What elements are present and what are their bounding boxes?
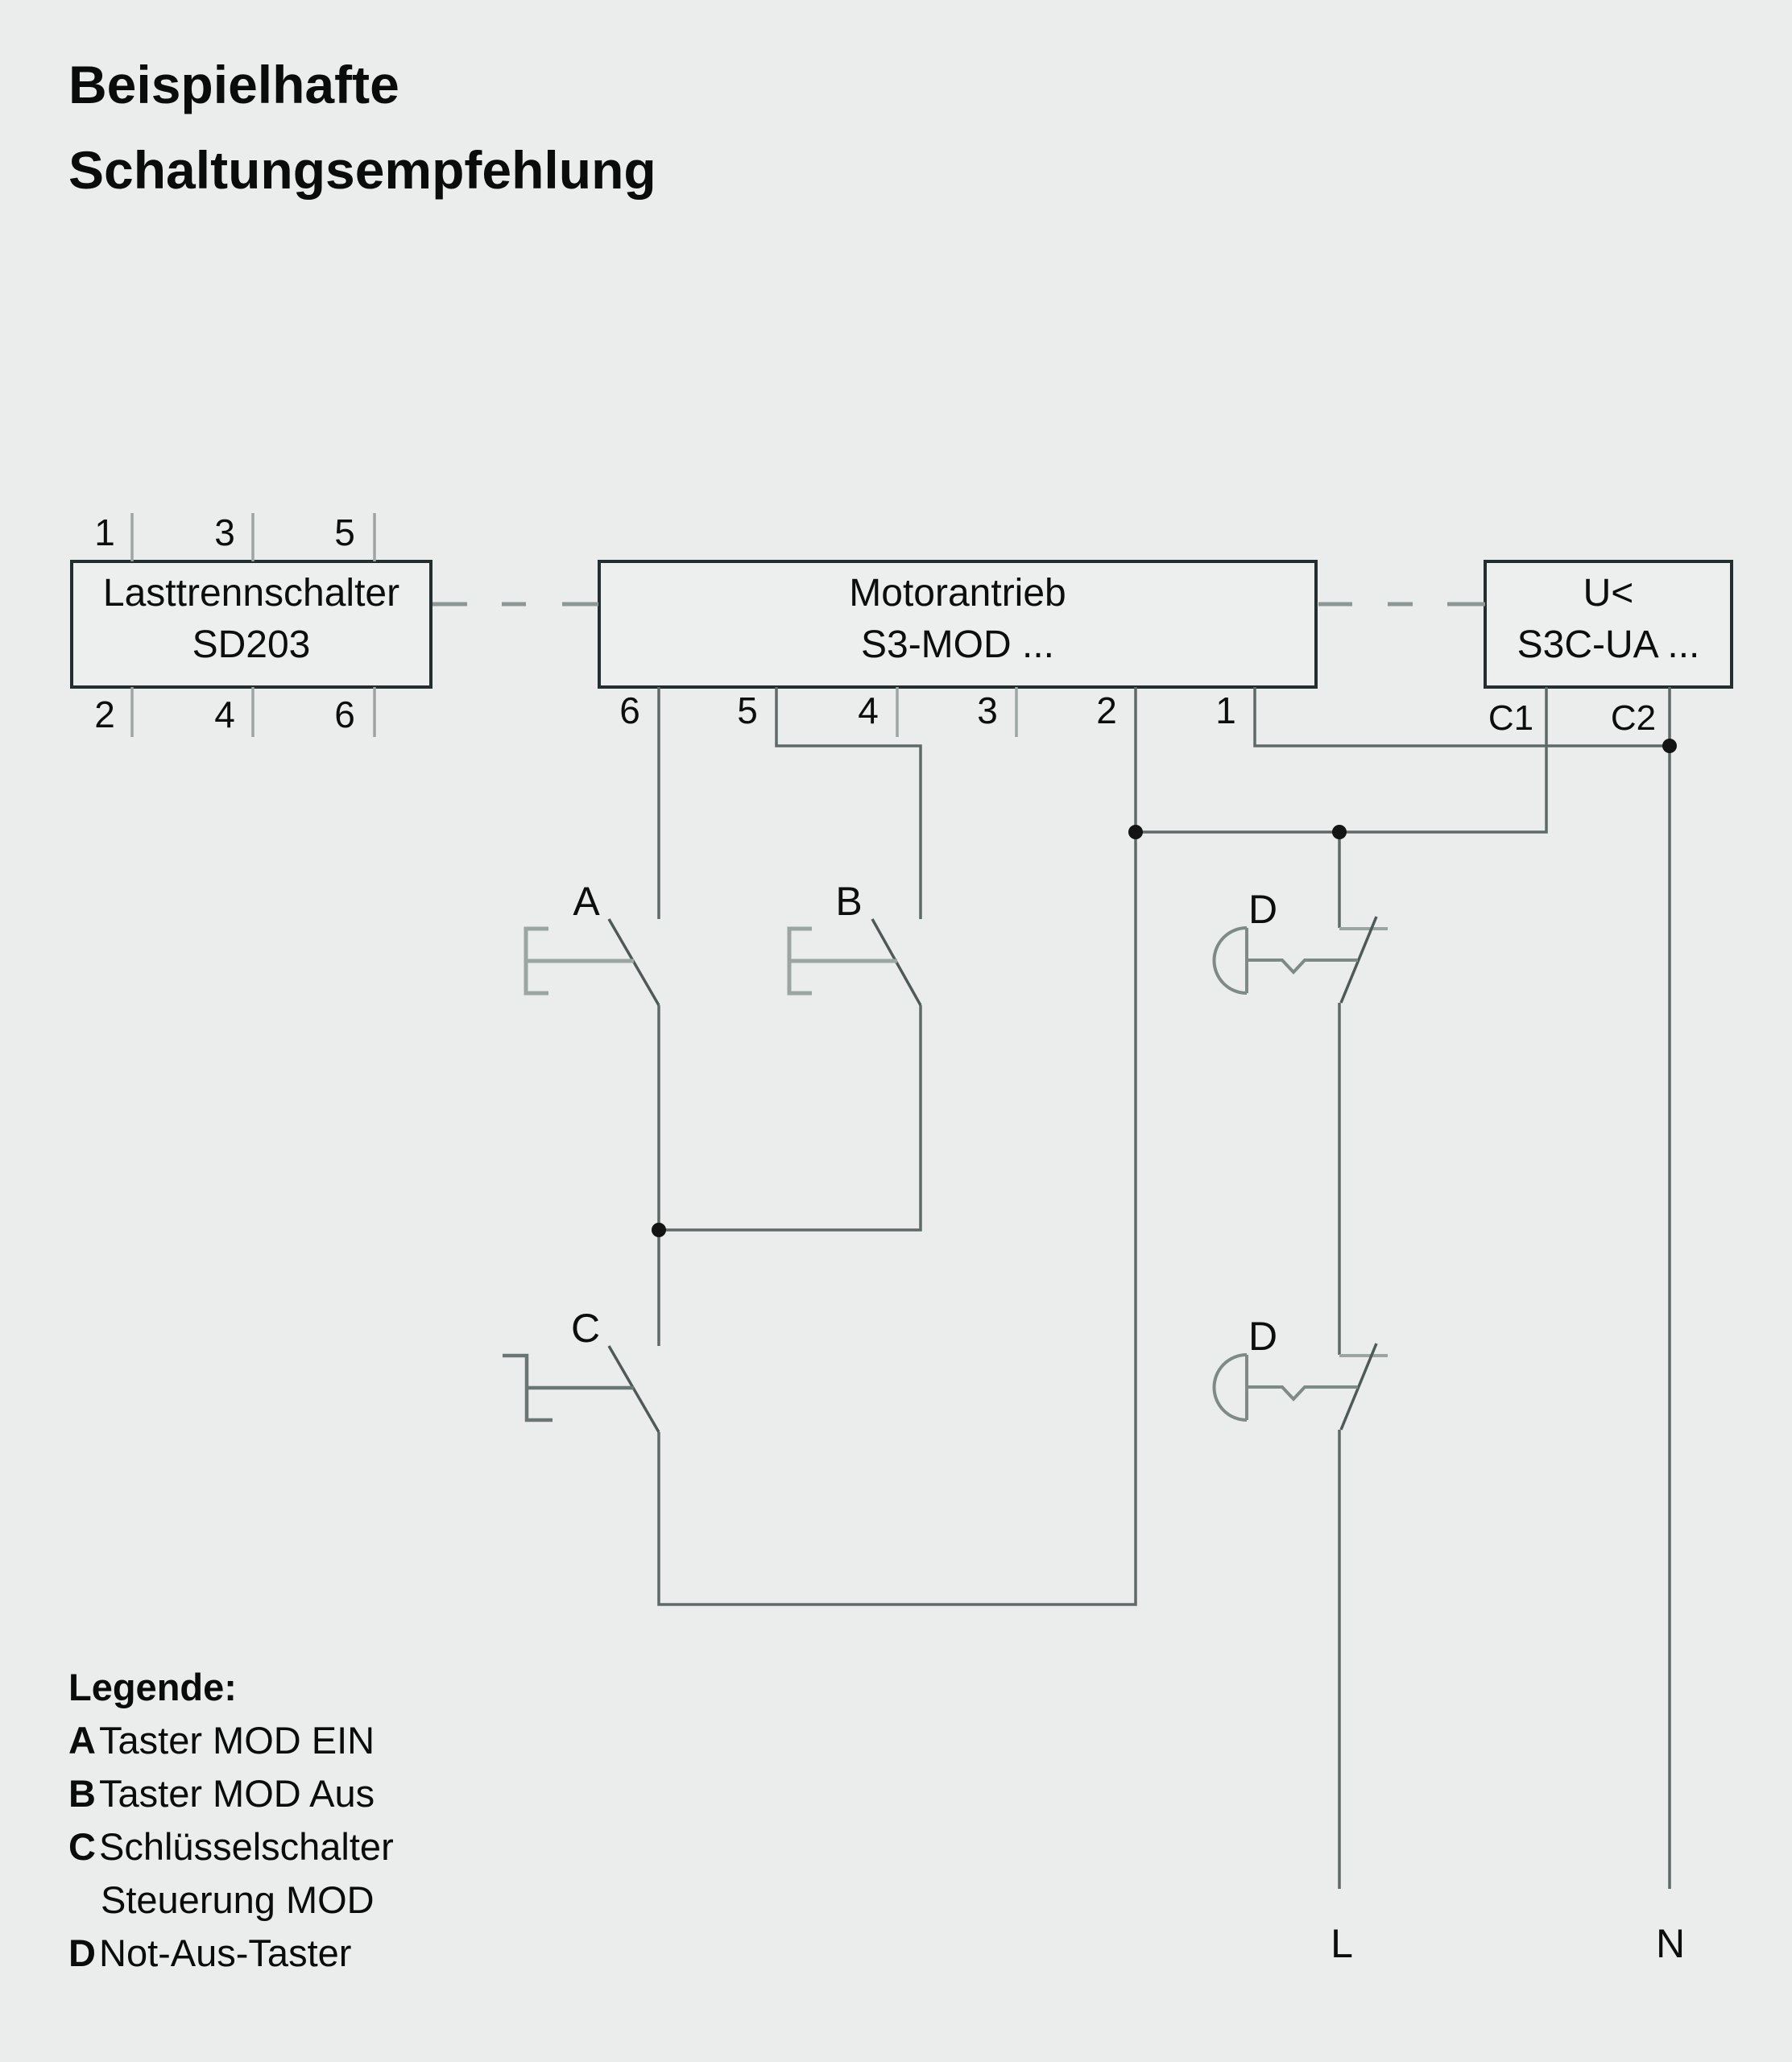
switch-d-upper-mushroom-icon: [1215, 928, 1248, 993]
legend-key-d: D: [68, 1932, 96, 1974]
terminal-label-6: 6: [334, 694, 355, 735]
switch-d-upper-label: D: [1248, 887, 1278, 932]
legend-text-b: Taster MOD Aus: [99, 1772, 375, 1815]
legend-key-b: B: [68, 1772, 96, 1815]
legend-text-a: Taster MOD EIN: [99, 1719, 375, 1762]
wire-branch-to-c1: [1136, 687, 1546, 832]
page-title-line2: Schaltungsempfehlung: [68, 140, 656, 200]
legend-item-b: [68, 1767, 394, 1820]
switch-c: [503, 1306, 659, 1432]
unterspannungsausloeser-name: U<: [1583, 572, 1634, 615]
terminal-label-mod-6: 6: [619, 689, 640, 731]
terminal-label-5: 5: [334, 511, 355, 553]
terminal-label-mod-2: 2: [1096, 689, 1117, 731]
terminal-label-c1: C1: [1488, 698, 1534, 738]
terminal-label-mod-5: 5: [737, 689, 758, 731]
power-label-l: L: [1331, 1921, 1353, 1966]
power-label-n: N: [1655, 1921, 1686, 1966]
unterspannungsausloeser-model: S3C-UA ...: [1517, 623, 1700, 666]
motorantrieb-model: S3-MOD ...: [860, 623, 1055, 666]
page-title-line1: Beispielhafte: [68, 55, 399, 114]
legend-item-a: [68, 1714, 394, 1767]
junction-dot-ab: [652, 1223, 666, 1237]
junction-dot-d-branch: [1332, 825, 1347, 839]
legend-item-c: [68, 1820, 394, 1874]
terminal-label-3: 3: [214, 511, 235, 553]
switch-b: [789, 879, 921, 1005]
motorantrieb-name: Motorantrieb: [849, 572, 1066, 615]
legend-key-c: C: [68, 1825, 96, 1868]
switch-c-label: C: [570, 1306, 601, 1351]
terminal-label-2: 2: [94, 694, 115, 735]
junction-dots: [652, 739, 1677, 1237]
terminal-label-1: 1: [94, 511, 115, 553]
box-unterspannungsausloeser: [1485, 561, 1732, 687]
terminal-label-mod-3: 3: [977, 689, 998, 731]
wire-terminal1-to-c2: [1255, 687, 1670, 746]
wire-switch-c-to-terminal2: [659, 687, 1136, 1604]
junction-dot-c2: [1662, 739, 1677, 753]
legend-text-c: Schlüsselschalter: [99, 1825, 394, 1868]
terminal-label-mod-1: 1: [1215, 689, 1236, 731]
switch-d-lower-actuator-rod: [1247, 1387, 1358, 1399]
legend-heading: Legende:: [68, 1666, 237, 1708]
lasttrennschalter-model: SD203: [192, 623, 311, 666]
switch-d-upper-actuator-rod: [1247, 960, 1358, 972]
legend-text-d: Not-Aus-Taster: [99, 1932, 352, 1974]
wire-switch-b-to-junction: [659, 1005, 921, 1230]
switch-d-lower-mushroom-icon: [1215, 1355, 1248, 1420]
switch-b-label: B: [835, 879, 863, 924]
wires: [659, 687, 1670, 1889]
legend-item-d: [68, 1927, 394, 1980]
switch-d-upper: [1215, 887, 1388, 1003]
lasttrennschalter-name: Lasttrennschalter: [102, 572, 400, 615]
junction-dot-terminal2: [1128, 825, 1143, 839]
legend: [68, 1661, 394, 1980]
switch-d-lower: [1215, 1314, 1388, 1430]
box-motorantrieb: [599, 561, 1316, 687]
legend-item-c-line2: Steuerung MOD: [101, 1878, 375, 1921]
terminal-label-4: 4: [214, 694, 235, 735]
legend-key-a: A: [68, 1719, 96, 1762]
terminal-label-c2: C2: [1610, 698, 1657, 738]
switch-a: [526, 879, 659, 1005]
box-lasttrennschalter: [72, 561, 431, 687]
terminal-label-mod-4: 4: [858, 689, 879, 731]
switch-d-lower-label: D: [1248, 1314, 1278, 1359]
switch-a-label: A: [573, 879, 600, 924]
